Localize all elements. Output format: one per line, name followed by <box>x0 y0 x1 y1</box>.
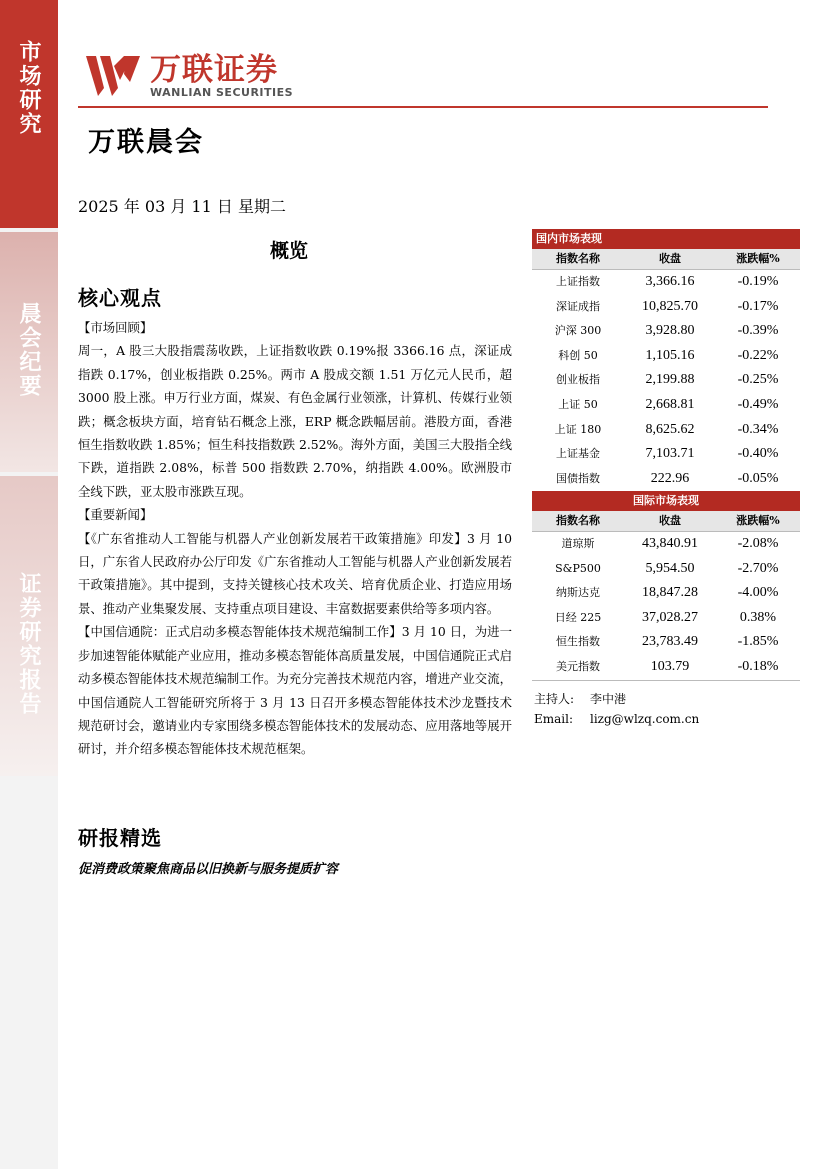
close-cell: 2,199.88 <box>645 372 695 388</box>
change-cell: 0.38% <box>739 609 777 625</box>
sidebar-securities-report: 证券研究报告 <box>0 476 58 776</box>
table-row <box>532 630 800 655</box>
change-cell: -0.19% <box>737 274 779 289</box>
international-market-table <box>532 491 800 681</box>
close-cell: 5,954.50 <box>645 560 695 576</box>
index-name-cell: 上证基金 <box>556 447 600 461</box>
index-name-cell: 深证成指 <box>556 299 600 313</box>
table-row <box>532 368 800 393</box>
close-cell: 43,840.91 <box>642 536 698 551</box>
index-name-cell: S&P500 <box>555 561 601 575</box>
header-divider <box>78 106 768 108</box>
news-item-2: 【中国信通院：正式启动多模态智能体技术规范编制工作】3 月 10 日，为进一步加速智能体赋能产业应用，推动多模态智能体高质量发展，中国信通院正式启动多模态智能体技术规范编制工作。为充分完善技术规范内容，增进产业交流，中国信通院人工智能研究所将于 3 月 13 日召开多模态智能体技术沙龙暨技术规范研讨会，邀请业内专家围绕多模态智能体技术的发展动态、应用落地等展开研讨，并介绍多模态智能体技术规范框架。 <box>78 624 512 757</box>
news-item-1: 【《广东省推动人工智能与机器人产业创新发展若干政策措施》印发】3 月 10 日，广东省人民政府办公厅印发《广东省推动人工智能与机器人产业创新发展若干政策措施》。其中提到，支持关键核心技术攻关、培育优质企业、打造应用场景、推动产业集聚发展、支持重点项目建设、丰富数据要素供给等多项内容。 <box>78 530 512 616</box>
wanlian-logo-icon <box>86 52 140 100</box>
table-row <box>532 467 800 492</box>
change-cell: -0.49% <box>737 396 779 412</box>
host-label: 主持人: <box>534 692 575 706</box>
change-cell: -0.18% <box>737 658 779 674</box>
index-name-cell: 美元指数 <box>556 659 600 673</box>
change-cell: -0.34% <box>737 421 779 437</box>
close-cell: 2,668.81 <box>645 396 695 412</box>
table-row <box>532 606 800 631</box>
close-cell: 3,366.16 <box>645 274 695 289</box>
close-cell: 23,783.49 <box>642 634 698 650</box>
news-tag: 【重要新闻】 <box>78 507 153 523</box>
change-cell: -0.39% <box>737 323 779 339</box>
email-line <box>534 712 699 726</box>
index-name-cell: 上证 180 <box>554 422 602 436</box>
research-heading: 研报精选 <box>78 826 162 850</box>
close-cell: 103.79 <box>650 658 690 674</box>
market-review-text: 周一，A 股三大股指震荡收跌，上证指数收跌 0.19%报 3366.16 点，深证成指跌 0.17%，创业板指跌 0.25%。两市 A 股成交额 1.51 万亿元人民币，超 3000 股上涨。申万行业方面，煤炭、有色金属行业领涨，计算机、传媒行业领跌；概念板块方面，培育钻石概念上涨，ERP 概念跌幅居前。港股方面，香港恒生指数收跌 1.85%；恒生科技指数跌 2.52%。海外方面，美国三大股指全线下跌，道指跌 2.08%，标普 500 指数跌 2.70%，纳指跌 4.00%。欧洲股市全线下跌，亚太股市涨跌互现。 <box>78 343 512 499</box>
table-row <box>532 295 800 320</box>
change-cell: -0.05% <box>737 470 779 486</box>
table-row <box>532 557 800 582</box>
close-cell: 8,625.62 <box>645 421 695 437</box>
change-cell: -2.70% <box>737 560 779 576</box>
change-cell: -0.40% <box>737 446 779 462</box>
close-cell: 1,105.16 <box>645 347 695 363</box>
market-review-tag: 【市场回顾】 <box>78 320 153 335</box>
sidebar-morning-minutes: 晨会纪要 <box>0 232 58 472</box>
sidebar <box>0 0 58 1169</box>
company-logo <box>86 52 293 100</box>
close-cell: 10,825.70 <box>642 298 698 314</box>
index-name-cell: 科创 50 <box>558 348 598 362</box>
index-name-cell: 道琼斯 <box>561 537 595 550</box>
host-line <box>534 690 626 707</box>
change-cell: -0.22% <box>737 347 779 363</box>
document-title: 万联晨会 <box>88 127 204 158</box>
logo-english: WANLIAN SECURITIES <box>150 85 294 99</box>
close-cell: 222.96 <box>650 470 690 486</box>
overview-heading: 概览 <box>270 240 309 262</box>
international-table-title: 国际市场表现 <box>532 491 800 511</box>
index-name-cell: 纳斯达克 <box>556 586 600 600</box>
index-name-cell: 上证 50 <box>558 397 598 411</box>
change-cell: -1.85% <box>737 634 779 650</box>
index-name-cell: 创业板指 <box>556 373 600 387</box>
table-row <box>532 532 800 557</box>
domestic-table-header: 指数名称 收盘 涨跌幅% <box>532 249 800 270</box>
close-cell: 18,847.28 <box>642 585 698 601</box>
table-row <box>532 418 800 443</box>
sidebar-market-research: 市场研究 <box>0 0 58 228</box>
table-row <box>532 393 800 418</box>
research-subtitle: 促消费政策聚焦商品以旧换新与服务提质扩容 <box>78 862 339 877</box>
table-row <box>532 655 800 680</box>
index-name-cell: 沪深 300 <box>554 324 602 338</box>
index-name-cell: 国债指数 <box>556 471 600 485</box>
host-name: 李中港 <box>590 692 627 706</box>
report-date: 2025 年 03 月 11 日 星期二 <box>78 197 286 216</box>
change-cell: -4.00% <box>737 585 779 601</box>
email-label: Email: <box>534 712 574 726</box>
table-row <box>532 319 800 344</box>
logo-chinese: 万联证券 <box>150 51 278 88</box>
table-row <box>532 581 800 606</box>
main-body <box>78 316 512 761</box>
index-name-cell: 恒生指数 <box>556 635 600 649</box>
close-cell: 7,103.71 <box>645 446 695 462</box>
domestic-table-title: 国内市场表现 <box>532 229 800 249</box>
email-address[interactable]: lizg@wlzq.com.cn <box>590 712 700 726</box>
change-cell: -0.17% <box>737 298 779 314</box>
close-cell: 37,028.27 <box>642 609 698 625</box>
index-name-cell: 日经 225 <box>554 610 602 624</box>
international-table-header: 指数名称 收盘 涨跌幅% <box>532 511 800 532</box>
table-row <box>532 270 800 295</box>
domestic-market-table <box>532 229 800 492</box>
table-row <box>532 442 800 467</box>
core-views-heading: 核心观点 <box>78 286 162 310</box>
change-cell: -0.25% <box>737 372 779 388</box>
index-name-cell: 上证指数 <box>556 275 600 288</box>
close-cell: 3,928.80 <box>645 323 695 339</box>
table-row <box>532 344 800 369</box>
change-cell: -2.08% <box>737 536 779 551</box>
